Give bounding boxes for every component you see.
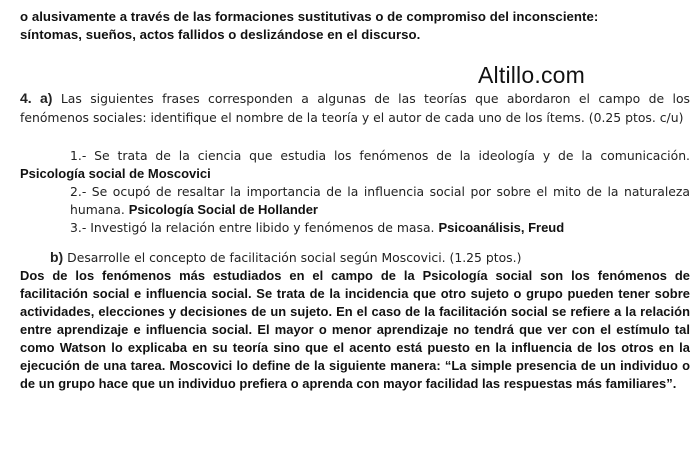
list-item [20,219,690,237]
question-4b-label: b) [50,249,64,265]
intro-line-1: o alusivamente a través de las formaciones sustitutivas o de compromiso del inconsciente: [20,9,599,24]
question-4a [20,89,690,127]
answer-b-paragraph: Dos de los fenómenos más estudiados en el campo de la Psicología social son los fenómenos de facilitación social e influencia social. Se trata de la incidencia que otro sujeto o grupo pueden tener sobre actividades, elecciones y decisiones de un sujeto. En el caso de la facilitación social se refiere a la relación entre aprendizaje e influencia social. El mayor o menor aprendizaje no tendrá que ver con el estímulo tal como Watson lo explicaba en su teoría sino que el acento está puesto en la influencia de los otros en la ejecución de una tarea. Moscovici lo define de la siguiente manera: “La simple presencia de un individuo o de un grupo hace que un individuo prefiera o aprenda con mayor facilidad las respuestas más familiares”. [20,268,690,391]
question-4b-text: Desarrolle el concepto de facilitación social según Moscovici. (1.25 ptos.) [67,250,522,265]
item-3-text: 3.- Investigó la relación entre libido y fenómenos de masa. [70,220,435,235]
question-4a-number: 4. a) [20,90,53,106]
items-list [20,147,690,237]
item-2-answer: Psicología Social de Hollander [128,202,318,217]
item-2-text: 2.- Se ocupó de resaltar la importancia de la influencia social por sobre el mito de la naturaleza humana. [70,184,690,217]
item-3-answer: Psicoanálisis, Freud [438,220,565,235]
list-item [20,147,690,183]
question-4a-text: Las siguientes frases corresponden a algunas de las teorías que abordaron el campo de los fenómenos sociales: identifique el nombre de la teoría y el autor de cada uno de los ítems. (0.25 ptos. c/u) [20,91,690,125]
item-1-answer: Psicología social de Moscovici [20,166,211,181]
question-4b [20,248,690,267]
watermark-logo: Altillo.com [478,62,586,88]
intro-line-2: síntomas, sueños, actos fallidos o deslizándose en el discurso. [20,27,421,42]
item-1-text: 1.- Se trata de la ciencia que estudia los fenómenos de la ideología y de la comunicación. [70,148,690,163]
list-item [20,183,690,219]
